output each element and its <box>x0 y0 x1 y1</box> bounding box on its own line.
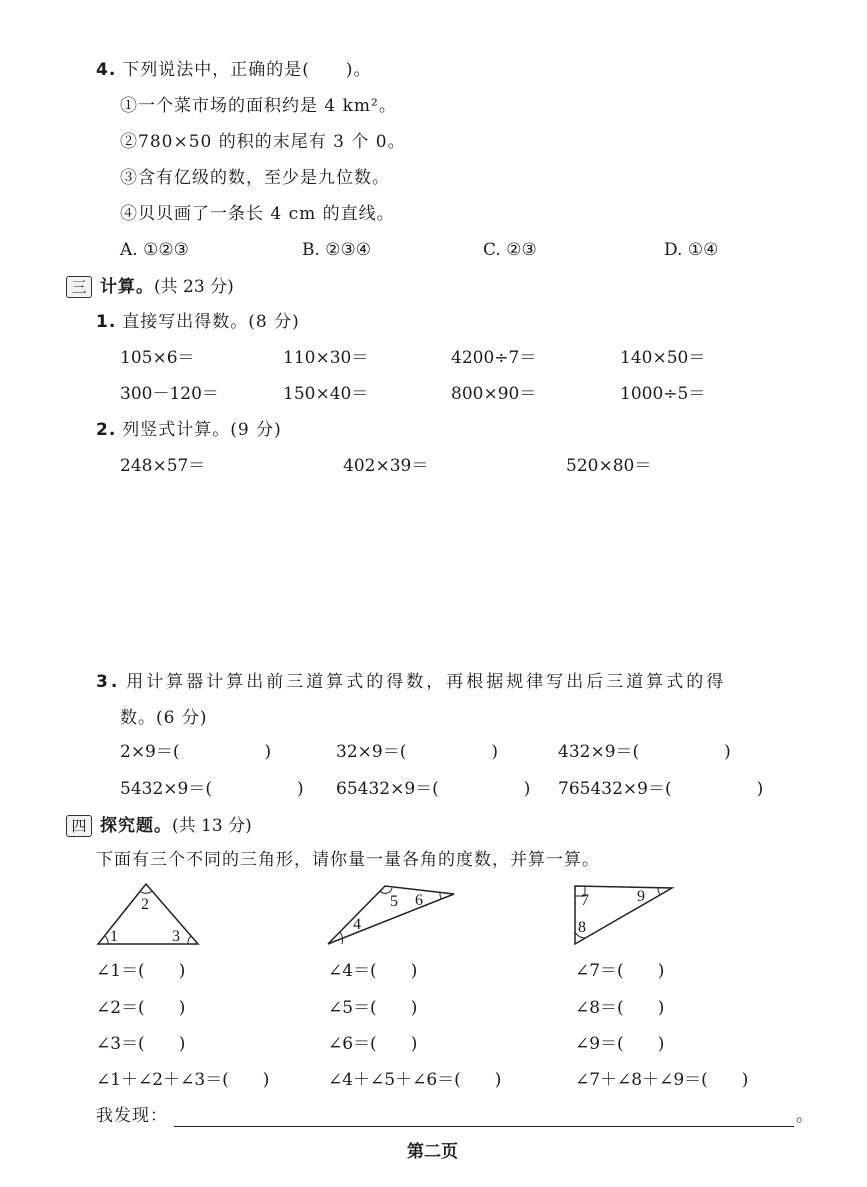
s3-p3-line1 <box>96 674 726 691</box>
s3-p1-title-text: 直接写出得数。(8 分) <box>122 312 300 332</box>
q4-stem-text: 下列说法中，正确的是( )。 <box>122 60 372 80</box>
s3-p1-title <box>96 314 300 331</box>
triangle-1 <box>98 884 198 945</box>
s3-p2-item: 248×57＝ <box>120 456 206 476</box>
s3-p1-item: 1000÷5＝ <box>620 384 706 404</box>
discover-answer-line[interactable] <box>174 1126 794 1127</box>
angle-label: 9 <box>637 888 645 905</box>
angle-answer[interactable]: ∠3＝( ) <box>96 1034 186 1054</box>
triangles-figure <box>0 878 867 954</box>
s3-p1-item: 140×50＝ <box>620 348 706 368</box>
q4-statement-3: ③含有亿级的数，至少是九位数。 <box>120 168 390 188</box>
s3-p3-item: 432×9＝( ) <box>558 742 731 762</box>
q4-option-d[interactable]: D. ①④ <box>664 240 719 260</box>
s3-p3-item: 5432×9＝( ) <box>120 779 304 799</box>
s3-p1-item: 4200÷7＝ <box>451 348 537 368</box>
q4-option-a[interactable]: A. ①②③ <box>120 240 189 260</box>
s4-instruction: 下面有三个不同的三角形，请你量一量各角的度数，并算一算。 <box>96 850 600 870</box>
angle-label: 6 <box>415 892 423 909</box>
s3-p3-item: 2×9＝( ) <box>120 742 272 762</box>
angle-label: 5 <box>390 893 398 910</box>
s3-p3-item: 765432×9＝( ) <box>558 779 764 799</box>
s3-p2-title-text: 列竖式计算。(9 分) <box>122 420 282 440</box>
q4-statement-2: ②780×50 的积的末尾有 3 个 0。 <box>120 132 406 152</box>
s3-p3-item: 65432×9＝( ) <box>336 779 531 799</box>
section-3-note: (共 23 分) <box>154 276 234 297</box>
discover-end: 。 <box>796 1106 813 1126</box>
angle-answer[interactable]: ∠9＝( ) <box>575 1034 665 1054</box>
s3-p2-item: 402×39＝ <box>343 456 429 476</box>
q4-number: 4. <box>96 60 117 80</box>
section-3-header <box>66 276 234 298</box>
angle-sum-answer[interactable]: ∠7＋∠8＋∠9＝( ) <box>575 1070 749 1090</box>
section-4-note: (共 13 分) <box>172 815 252 836</box>
section-4-header <box>66 815 252 837</box>
s3-p1-item: 150×40＝ <box>283 384 369 404</box>
angle-label: 3 <box>172 928 180 945</box>
triangle-3 <box>575 886 672 944</box>
s3-p1-item: 110×30＝ <box>283 348 369 368</box>
angle-label: 8 <box>578 919 586 936</box>
s3-p3-number: 3. <box>96 672 121 692</box>
s3-p3-line2: 数。(6 分) <box>120 708 208 728</box>
s3-p1-item: 300－120＝ <box>120 384 219 404</box>
s3-p1-item: 105×6＝ <box>120 348 195 368</box>
s3-p1-item: 800×90＝ <box>451 384 537 404</box>
q4-option-c[interactable]: C. ②③ <box>483 240 537 260</box>
q4-option-b[interactable]: B. ②③④ <box>302 240 372 260</box>
angle-label: 2 <box>141 896 149 913</box>
section-4-title: 探究题。 <box>100 815 172 836</box>
angle-sum-answer[interactable]: ∠1＋∠2＋∠3＝( ) <box>96 1070 270 1090</box>
angle-answer[interactable]: ∠6＝( ) <box>328 1034 418 1054</box>
angle-answer[interactable]: ∠7＝( ) <box>575 961 665 981</box>
section-4-badge: 四 <box>66 815 92 837</box>
angle-answer[interactable]: ∠4＝( ) <box>328 961 418 981</box>
section-3-badge: 三 <box>66 276 92 298</box>
s3-p2-number: 2. <box>96 420 117 440</box>
s3-p2-title <box>96 422 282 439</box>
section-3-title: 计算。 <box>100 276 154 297</box>
s3-p3-line1-text: 用计算器计算出前三道算式的得数，再根据规律写出后三道算式的得 <box>126 672 727 692</box>
angle-label: 4 <box>353 916 361 933</box>
angle-label: 1 <box>110 928 118 945</box>
discover-label: 我发现： <box>96 1106 168 1126</box>
q4-statement-1: ①一个菜市场的面积约是 4 km²。 <box>120 96 397 116</box>
page-number: 第二页 <box>407 1142 458 1162</box>
angle-sum-answer[interactable]: ∠4＋∠5＋∠6＝( ) <box>328 1070 502 1090</box>
s3-p2-item: 520×80＝ <box>566 456 652 476</box>
s3-p3-item: 32×9＝( ) <box>336 742 498 762</box>
q4-stem <box>96 62 372 79</box>
angle-label: 7 <box>581 892 589 909</box>
angle-answer[interactable]: ∠2＝( ) <box>96 998 186 1018</box>
s3-p1-number: 1. <box>96 312 117 332</box>
q4-statement-4: ④贝贝画了一条长 4 cm 的直线。 <box>120 204 395 224</box>
angle-answer[interactable]: ∠5＝( ) <box>328 998 418 1018</box>
triangle-2 <box>328 886 454 944</box>
angle-answer[interactable]: ∠1＝( ) <box>96 961 186 981</box>
angle-answer[interactable]: ∠8＝( ) <box>575 998 665 1018</box>
